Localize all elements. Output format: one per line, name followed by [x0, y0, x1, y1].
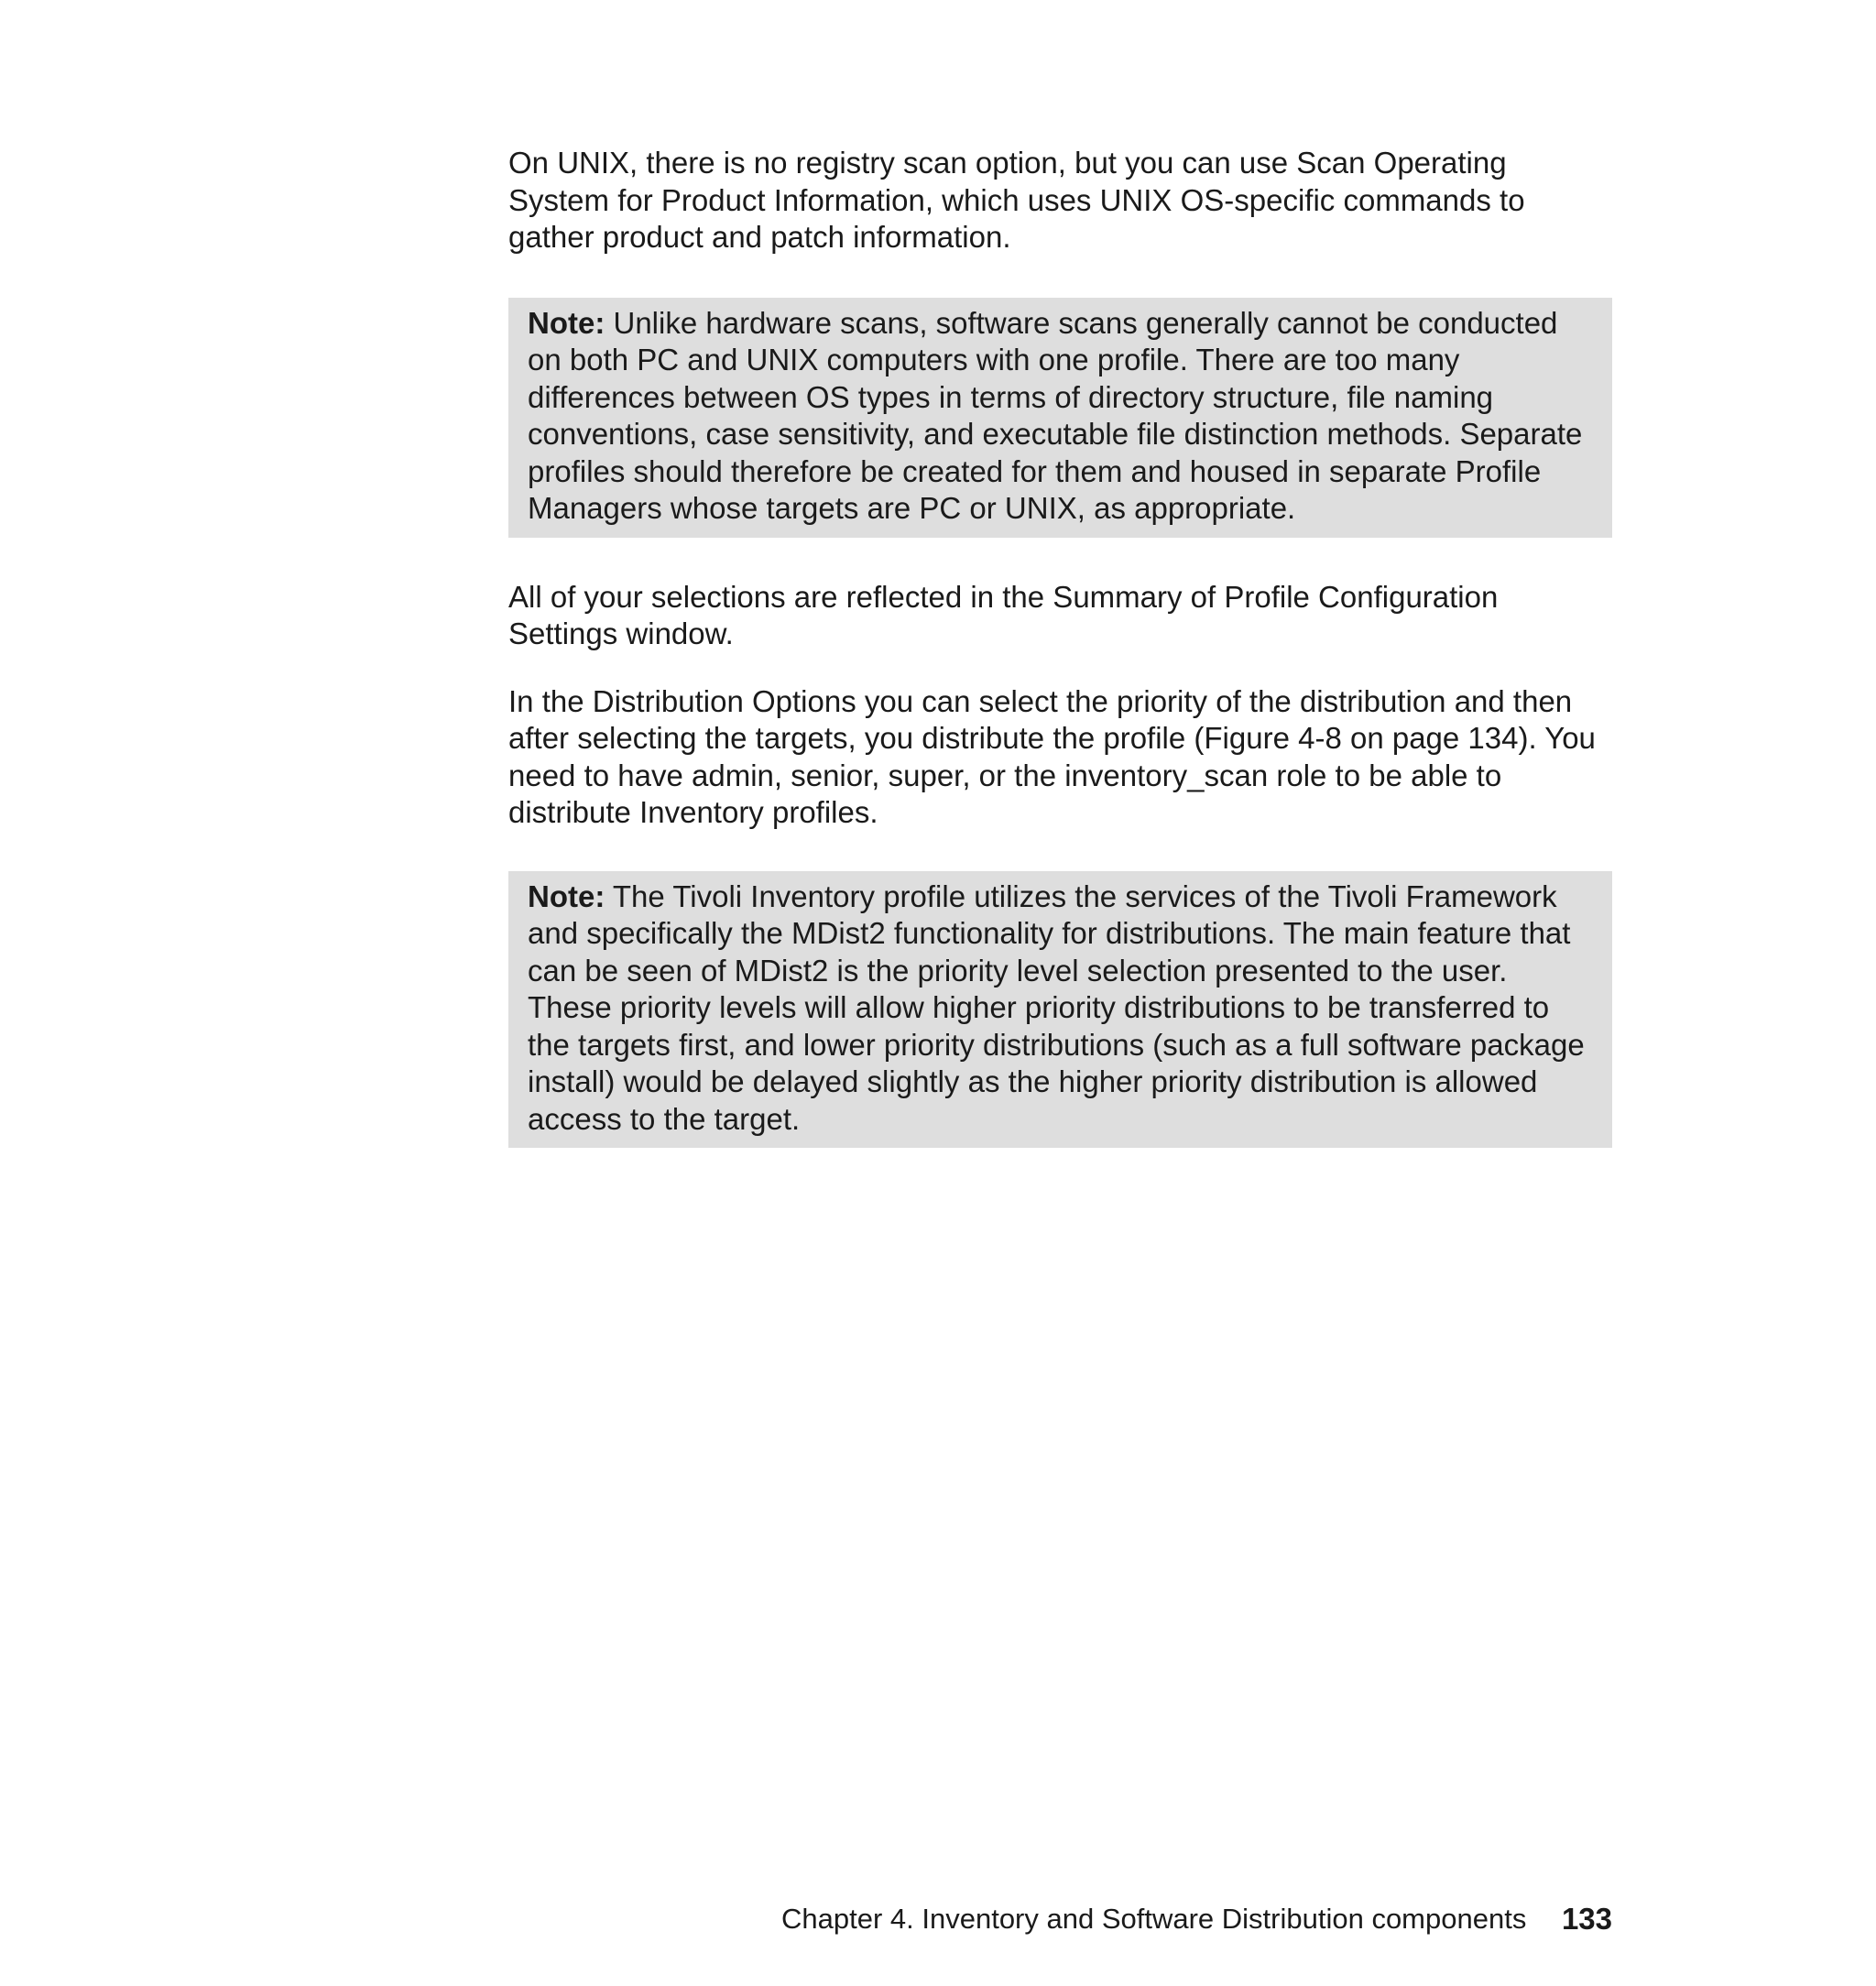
paragraph-summary-window: All of your selections are reflected in the Summary of Profile Configuration Settings window.: [508, 579, 1499, 650]
paragraph-distribution-options: In the Distribution Options you can select the priority of the distribution and then after selecting the targets, you distribute the profile (Figure 4-8 on page 134). You need to have admin, senior, super, or the inventory_scan role to be able to distribute Inventory profiles.: [508, 683, 1596, 829]
footer-chapter-title: Chapter 4. Inventory and Software Distribution components: [781, 1903, 1527, 1935]
note-box-software-scans: [508, 298, 1612, 538]
page-footer: [781, 1899, 1612, 1939]
note-label: Note:: [528, 878, 605, 913]
note-label: Note:: [528, 305, 605, 340]
page-number: 133: [1561, 1902, 1612, 1936]
note-text: Unlike hardware scans, software scans generally cannot be conducted on both PC and UNIX computers with one profile. There are too many differences between OS types in terms of directory structure, file naming conventions, case sensitivity, and executable file distinction methods. Separate profiles should therefore be created for them and housed in separate Profile Managers whose targets are PC or UNIX, as appropriate.: [528, 305, 1583, 525]
note-text: The Tivoli Inventory profile utilizes the services of the Tivoli Framework and specifically the MDist2 functionality for distributions. The main feature that can be seen of MDist2 is the priority level selection presented to the user. These priority levels will allow higher priority distributions to be transferred to the targets first, and lower priority distributions (such as a full software package install) would be delayed slightly as the higher priority distribution is allowed access to the target.: [528, 878, 1585, 1136]
paragraph-unix-scan: On UNIX, there is no registry scan option, but you can use Scan Operating System for Product Information, which uses UNIX OS-specific commands to gather product and patch information.: [508, 146, 1525, 254]
note-box-mdist2: [508, 871, 1612, 1149]
page-content: [508, 145, 1612, 1148]
